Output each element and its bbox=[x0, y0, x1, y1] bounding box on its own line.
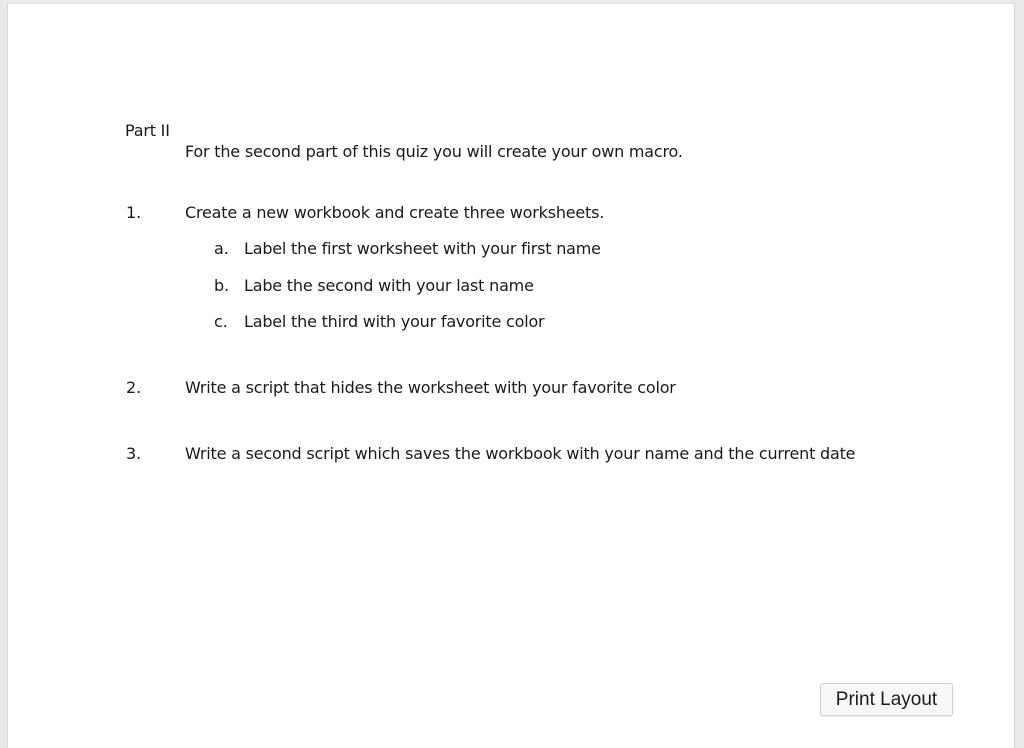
subitem-text: Labe the second with your last name bbox=[244, 276, 534, 295]
item-number: 2. bbox=[126, 378, 142, 397]
item-number: 1. bbox=[126, 203, 142, 222]
item-text: Write a script that hides the worksheet with your favorite color bbox=[185, 378, 676, 397]
subitem-letter: a. bbox=[214, 239, 229, 258]
part-title: Part II bbox=[125, 121, 170, 140]
item-number: 3. bbox=[126, 444, 142, 463]
intro-text: For the second part of this quiz you will create your own macro. bbox=[185, 142, 683, 161]
item-text: Create a new workbook and create three worksheets. bbox=[185, 203, 605, 222]
subitem-text: Label the third with your favorite color bbox=[244, 312, 545, 331]
subitem-letter: c. bbox=[214, 312, 228, 331]
print-layout-button[interactable]: Print Layout bbox=[820, 683, 953, 716]
subitem-letter: b. bbox=[214, 276, 230, 295]
document-page bbox=[7, 3, 1015, 748]
item-text: Write a second script which saves the workbook with your name and the current date bbox=[185, 444, 856, 463]
subitem-text: Label the first worksheet with your first name bbox=[244, 239, 601, 258]
